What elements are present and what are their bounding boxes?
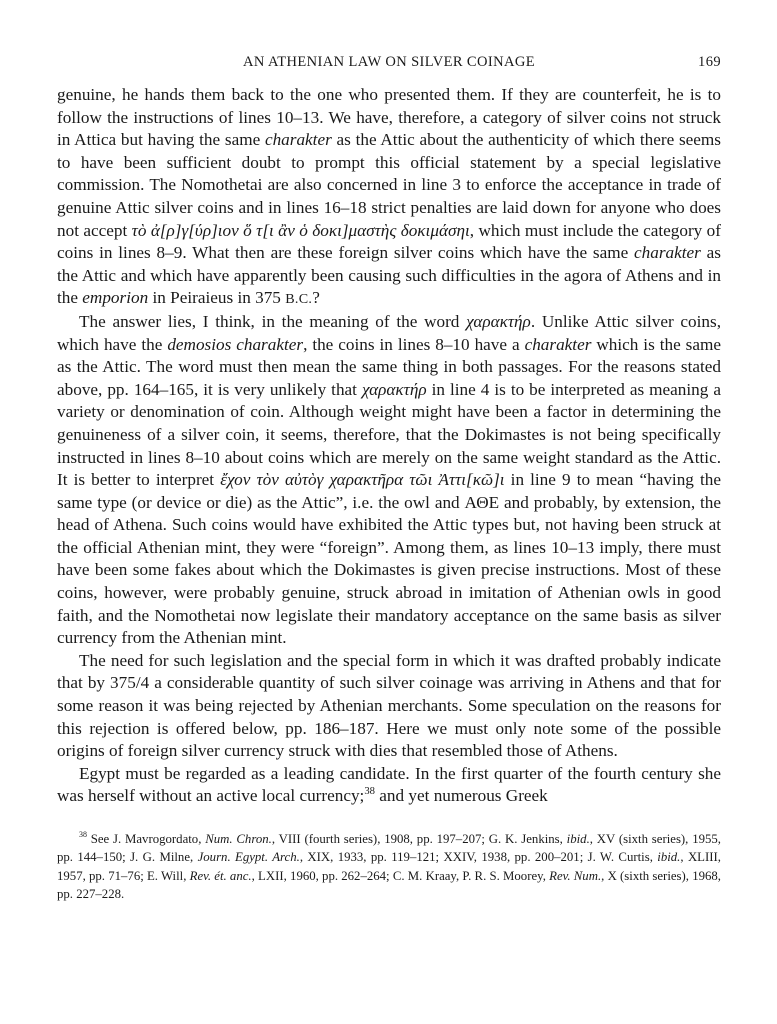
italic-text: χαρακτήρ — [361, 379, 427, 399]
italic-text: Num. Chron. — [205, 832, 272, 846]
text-run: , XV (sixth series), 1955, pp. 144–150; J. G. Milne, — [57, 832, 721, 865]
paragraph — [57, 650, 721, 763]
italic-text: χαρακτήρ — [466, 311, 531, 331]
italic-text: ibid. — [657, 850, 681, 865]
text-run: , the coins in lines 8–10 have a — [303, 334, 525, 354]
page — [57, 50, 721, 904]
text-run: in Peiraieus in 375 — [148, 288, 286, 308]
text-run: , XLIII, 1957, pp. 71–76; E. Will, — [57, 850, 721, 883]
italic-text: Journ. Egypt. Arch. — [197, 850, 300, 865]
text-run: The need for such legislation and the special form in which it was drafted probably indicate that by 375/4 a considerable quantity of such silver coinage was arriving in Athens and that for some reason it was being rejected by Athenian merchants. Some speculation on the reasons for this rejection is offered below, pp. 186–187. Here we must only note some of the possible origins of foreign silver currency struck with dies that resembled those of Athens. — [57, 650, 721, 761]
text-run: ΑΘΕ — [464, 492, 500, 512]
italic-text: charakter — [524, 334, 592, 354]
footnote-ref: 38 — [364, 785, 375, 797]
text-run: , X (sixth series), 1968, pp. 227–228. — [57, 868, 722, 902]
italic-text: emporion — [82, 288, 149, 308]
italic-text: demosios charakter — [167, 334, 304, 354]
page-number: 169 — [698, 54, 721, 70]
text-run: Egypt must be regarded as a leading candidate. In the first quarter of the fourth century she was herself without an active local currency; — [57, 763, 721, 806]
italic-text: charakter — [634, 243, 701, 263]
text-run: , VIII (fourth series), 1908, pp. 197–207; G. K. Jenkins, — [271, 832, 567, 846]
italic-text: Rev. ét. anc. — [189, 868, 252, 883]
text-run: . Unlike Attic silver coins, which have the — [57, 311, 721, 354]
running-title: AN ATHENIAN LAW ON SILVER COINAGE — [243, 54, 535, 70]
italic-text: charakter — [264, 130, 332, 150]
text-run: , XIX, 1933, pp. 119–121; XXIV, 1938, pp. 200–201; J. W. Curtis, — [299, 850, 658, 865]
footnote-ref: 38 — [79, 829, 87, 839]
italic-text: Rev. Num. — [549, 868, 602, 883]
running-head — [57, 50, 721, 72]
text-run: in line 4 is to be interpreted as meaning a variety or denomination of coin. Although weight might have been a factor in determining the genuineness of a silver coin, it seems, therefore, that the Dokimastes is not being specifically instructed in lines 8–10 about coins which are merely on the same weight standard as the Attic. It is better to interpret — [57, 379, 721, 490]
text-run: The answer lies, I think, in the meaning of the word — [79, 311, 467, 331]
text-run: , LXII, 1960, pp. 262–264; C. M. Kraay, P. R. S. Moorey, — [251, 868, 550, 883]
body-text — [57, 84, 721, 808]
text-run: ? — [312, 288, 320, 308]
italic-text: ibid. — [566, 832, 590, 846]
text-run: in line 9 to mean “having the same type (or device or die) as the Attic”, i.e. the owl and — [57, 470, 721, 512]
italic-text: τὸ ἀ[ρ]γ[ύρ]ιον ὅ τ[ι ἂν ὁ δοκι]μαστὴς δοκιμάσηι — [131, 220, 470, 240]
text-run: , which must include the category of coins in lines 8–9. What then are these foreign silver coins which have the same — [57, 220, 721, 263]
paragraph — [57, 763, 721, 808]
paragraph — [57, 84, 721, 311]
text-run: and probably, by extension, the head of Athena. Such coins would have exhibited the Attic types but, not having been struck at the official Athenian mint, they were “foreign”. Among them, as lines 10–13 imply, there must have been some fakes about which the Dokimastes is given precise instructions. Most of these coins, however, were probably genuine, struck abroad in imitation of Athenian owls in good faith, and the Nomothetai now legislate their mandatory acceptance on the same basis as silver currency from the Athenian mint. — [57, 492, 721, 648]
paragraph — [57, 311, 721, 650]
text-run: and yet numerous Greek — [375, 786, 548, 806]
text-run: See J. Mavrogordato, — [86, 832, 206, 846]
text-run: genuine, he hands them back to the one who presented them. If they are counterfeit, he is to follow the instructions of lines 10–13. We have, therefore, a category of silver coins not struck in Attica but having the same — [57, 85, 721, 150]
footnote-38 — [57, 830, 721, 904]
text-run: as the Attic about the authenticity of which there seems to have been sufficient doubt to prompt this official statement by a special legislative commission. The Nomothetai are also concerned in line 3 to enforce the acceptance in trade of genuine Attic silver coins and in lines 16–18 strict penalties are laid down for anyone who does not accept — [57, 130, 721, 240]
small-caps-text: B.C. — [285, 291, 313, 308]
text-run: as the Attic and which have apparently been causing such difficulties in the agora of Athens and in the — [57, 243, 721, 308]
italic-text: ἔχον τὸν αὐτὸγ χαρακτῆρα τῶι Ἀττι[κῶ]ι — [220, 470, 505, 490]
text-run: which is the same as the Attic. The word must then mean the same thing in both passages. For the reasons stated above, pp. 164–165, it is very unlikely that — [57, 334, 721, 399]
